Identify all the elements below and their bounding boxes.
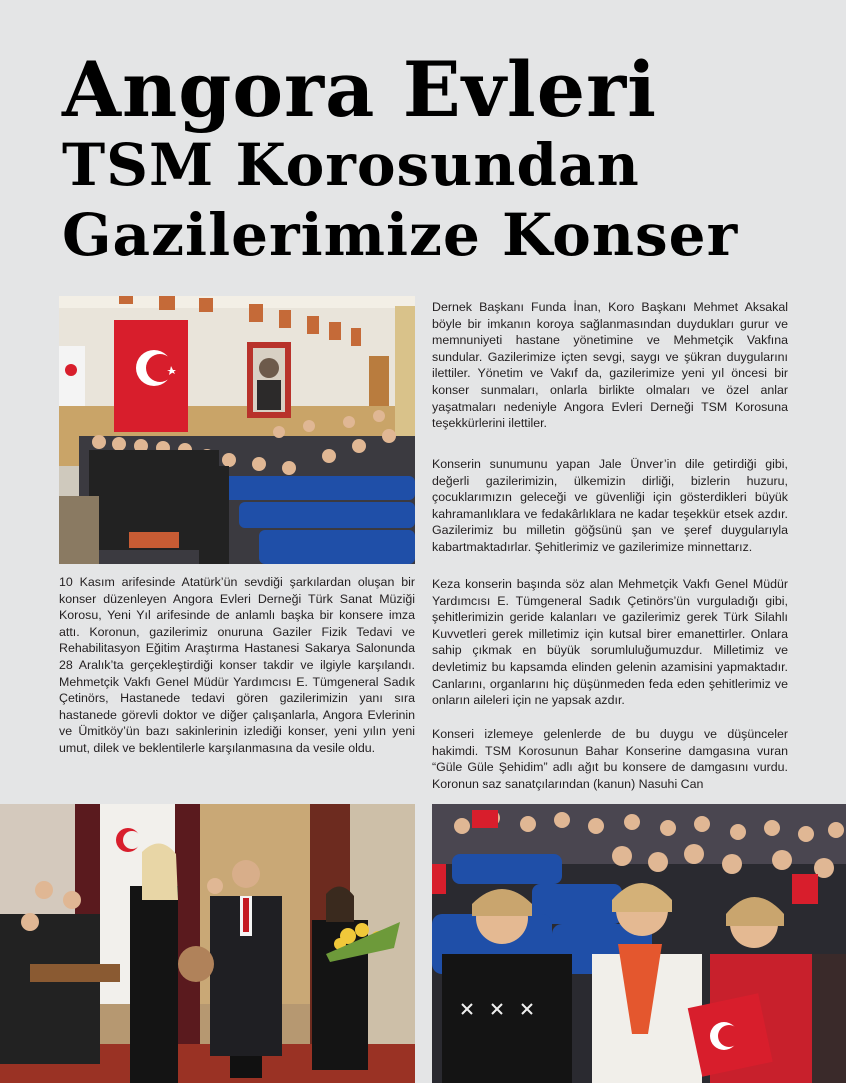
article-paragraph-left: 10 Kasım arifesinde Atatürk’ün sevdiği şarkılardan oluşan bir konser düzenleyen Angora Evleri Derneği Türk Sanat Müziği Korosu, Yeni Yıl arifesinde de anlamlı başka bir konsere imza attı. Koronun, gazilerimiz onuruna Gaziler Fizik Tedavi ve Rehabilitasyon Eğitim Araştırma Hastanesi Sakarya Salonunda 28 Aralık’ta gerçekleştirdiği konser takdir ve ilgiyle karşılandı. Mehmetçik Vakfı Genel Müdür Yardımcısı E. Tümgeneral Sadık Çetinörs, Hastanede tedavi gören gazilerimizin yanı sıra hastanede görevli doktor ve diğer çalışanlarla, Angora Evlerinin ve Ümitköy’ün bazı sakinlerinin izlediği konser, yeni yılın yeni umut, dilek ve beklentilerle karşılanmasına da vesile oldu. (59, 575, 415, 755)
headline (62, 45, 822, 269)
article-paragraph-right-1: Dernek Başkanı Funda İnan, Koro Başkanı Mehmet Aksakal böyle bir imkanın koroya sağlanmasından duydukları gurur ve memnuniyeti hastane yönetimine ve Mehmetçik Vakfına sundular. Gazilerimize içten sevgi, saygı ve şükran duygularını ilettiler. Yönetim ve Vakıf da, gazilerimize yeni yıl öncesi bir konser sunmaları, onlarla birlikte olmaları ve özel anlar yaşatmaları nedeniyle Angora Evleri Derneği TSM Korosuna teşekkürlerini ilettiler. (432, 300, 788, 431)
headline-line-3: Gazilerimize Konser (62, 201, 739, 269)
article-paragraph-right-4: Konseri izlemeye gelenlerde de bu duygu ve düşünceler hakimdi. TSM Korosunun Bahar Konserine damgasına vuran “Güle Güle Şehidim” adlı ağıt bu konsere de damgasını vurdu. Koronun saz sanatçılarından (kanun) Nasuhi Can (432, 727, 788, 791)
article-paragraph-right-2: Konserin sunumunu yapan Jale Ünver’in dile getirdiği gibi, değerli gazilerimizin, ülkemizin dirliği, bizlerin huzuru, çocuklarımızın geleceği ve güvenliği için gösterdikleri büyük kahramanlıklara ve fedakârlıklara ne kadar teşekkür etsek azdır. Gazilerimiz bu milletin göğsünü şan ve şeref duygularıyla kabartmaktadırlar. Şehitlerimiz ve gazilerimize minnettarız. (432, 457, 788, 554)
audience-flags-photo (432, 804, 846, 1083)
audience-hall-photo (59, 296, 415, 564)
headline-line-2: TSM Korosundan (62, 131, 640, 199)
headline-line-1: Angora Evleri (62, 45, 658, 134)
article-paragraph-right-3: Keza konserin başında söz alan Mehmetçik Vakfı Genel Müdür Yardımcısı E. Tümgeneral Sadık Çetinörs’ün vurguladığı gibi, şehitlerimizin geride kalanları ve gazilerimiz gerek Türk Silahlı Kuvvetleri gerek milletimiz için kutsal birer emanettirler. Onlara sahip çıkmak en büyük sorumluluğumuzdur. Milletimiz ve devletimiz bu kapsamda elinden gelenin azamisini yapmaktadır. Canlarını, organlarını hiç düşünmeden feda eden şehitlerimiz ve onların aileleri için ne yapsak azdır. (432, 577, 788, 708)
stage-performance-photo (0, 804, 415, 1083)
